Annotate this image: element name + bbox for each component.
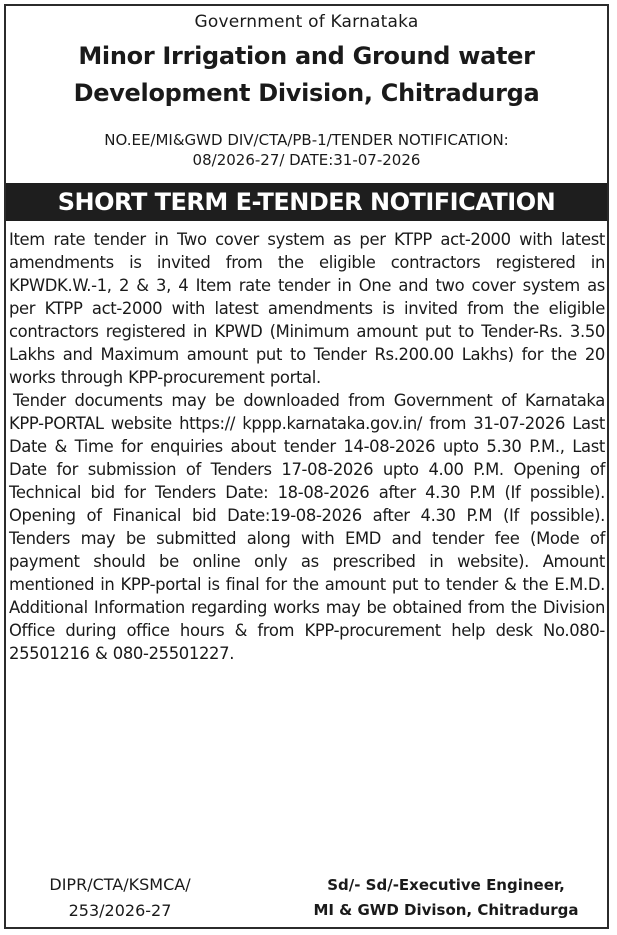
division-title-line1: Minor Irrigation and Ground water [78,42,535,70]
notification-reference [6,130,607,170]
reference-line2: 08/2026-27/ DATE:31-07-2026 [192,151,421,169]
reference-line1: NO.EE/MI&GWD DIV/CTA/PB-1/TENDER NOTIFICATION: [104,131,509,149]
division-title-line2: Development Division, Chitradurga [73,79,540,107]
division-title [6,38,607,112]
notice-body [9,228,605,665]
dipr-line1: DIPR/CTA/KSMCA/ [49,875,191,894]
notification-banner: SHORT TERM E-TENDER NOTIFICATION [6,183,607,221]
body-paragraph-2: Tender documents may be downloaded from Government of Karnataka KPP-PORTAL website https:// kppp.karnataka.gov.in/ from 31-07-2026 Last Date & Time for enquiries about tender 14-08-2026 upto 5.30 P.M., Last Date for submission of Tenders 17-08-2026 upto 4.00 P.M. Opening of Technical bid for Tenders Date: 18-08-2026 after 4.30 P.M (If possible). Opening of Finanical bid Date:19-08-2026 after 4.30 P.M (If possible). Tenders may be submitted along with EMD and tender fee (Mode of payment should be online only as prescribed in website). Amount mentioned in KPP-portal is final for the amount put to tender & the E.M.D. Additional Information regarding works may be obtained from the Division Office during office hours & from KPP-procurement help desk No.080-25501216 & 080-25501227. [9,391,605,663]
signatory-line2: MI & GWD Divison, Chitradurga [313,901,579,919]
body-paragraph-1: Item rate tender in Two cover system as per KTPP act-2000 with latest amendments is invited from the eligible contractors registered in KPWDK.W.-1, 2 & 3, 4 Item rate tender in One and two cover system as per KTPP act-2000 with latest amendments is invited from the eligible contractors registered in KPWD (Minimum amount put to Tender-Rs. 3.50 Lakhs and Maximum amount put to Tender Rs.200.00 Lakhs) for the 20 works through KPP-procurement portal. [9,230,605,387]
dipr-reference [20,872,220,924]
government-heading: Government of Karnataka [194,12,419,32]
tender-notice [4,4,609,929]
dipr-line2: 253/2026-27 [68,901,172,920]
signatory-block [296,873,596,923]
signatory-line1: Sd/- Sd/-Executive Engineer, [327,876,565,894]
